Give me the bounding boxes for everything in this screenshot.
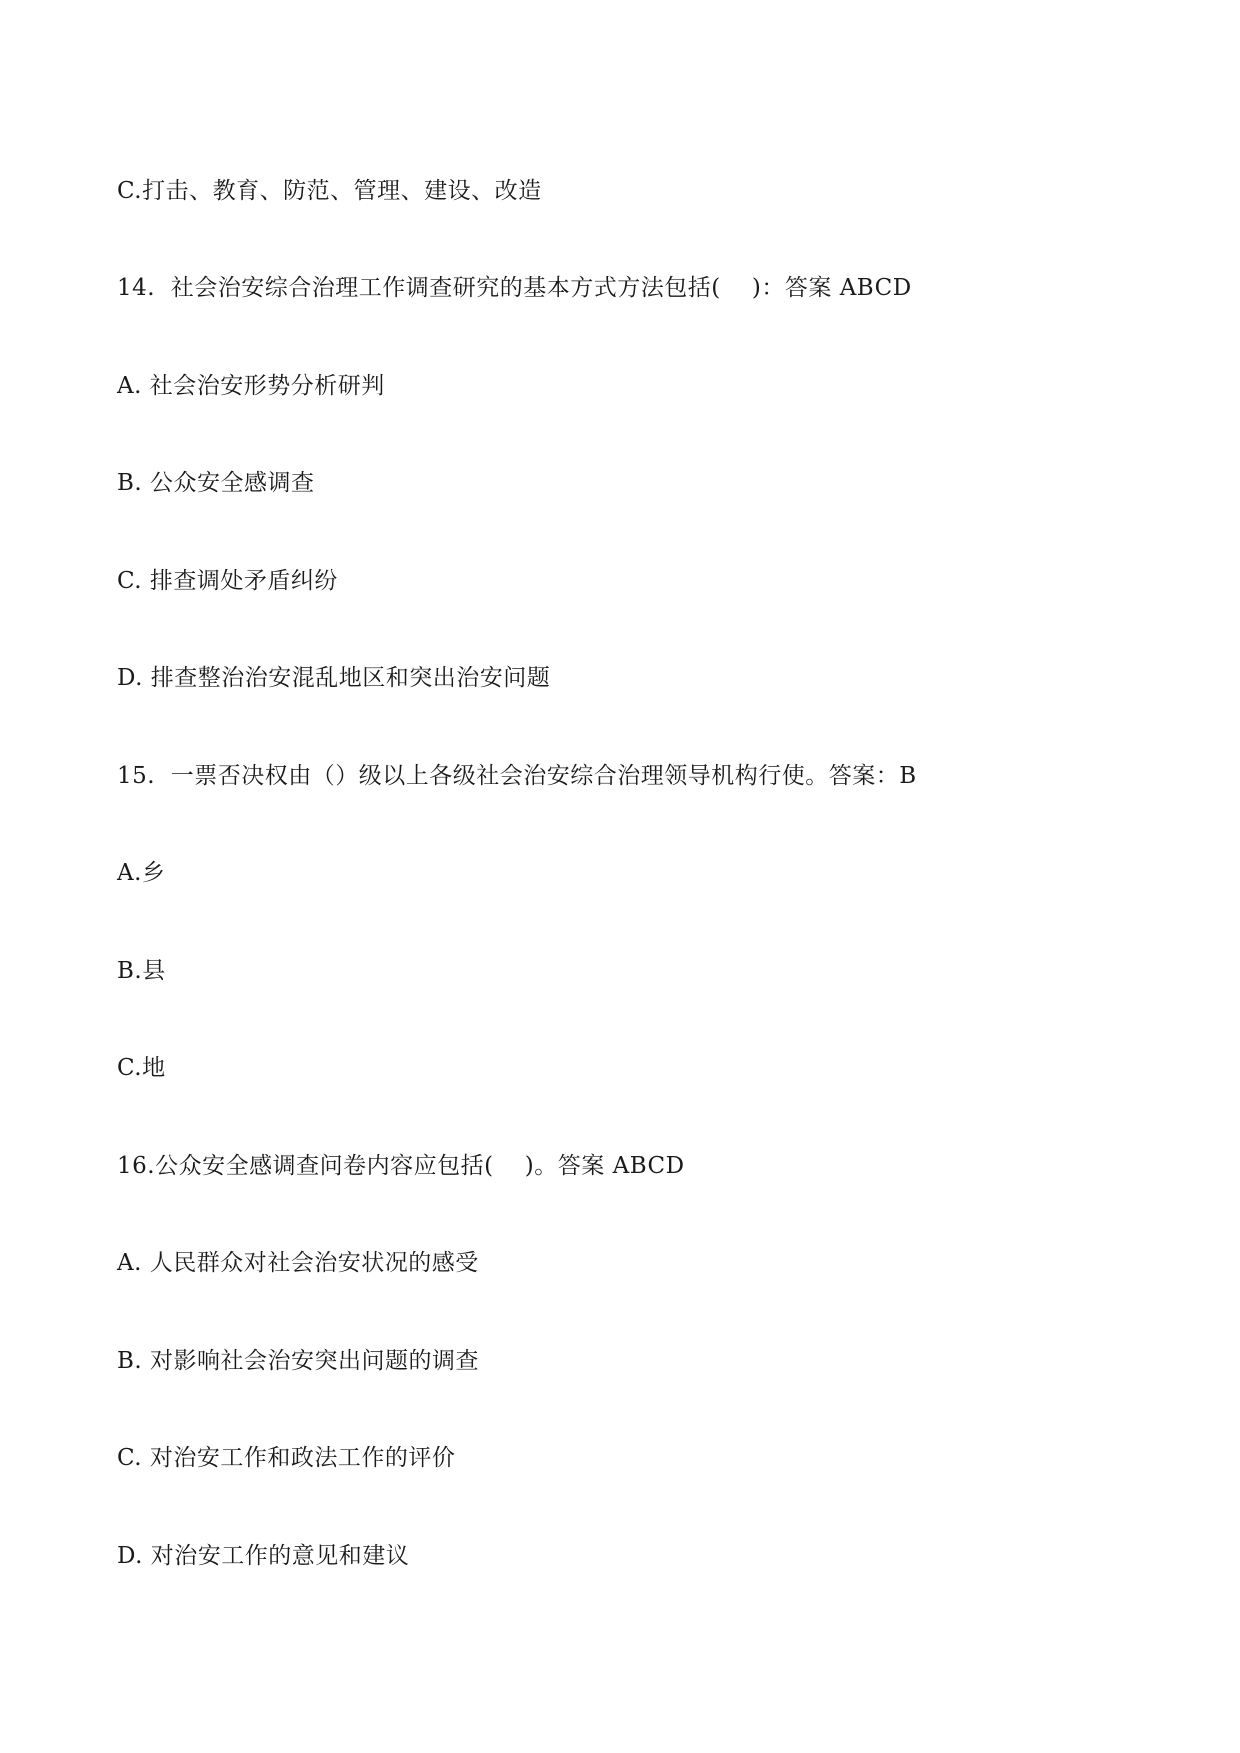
q14-option-d: D. 排查整治治安混乱地区和突出治安问题 (117, 665, 551, 691)
q14-question: 14. 社会治安综合治理工作调查研究的基本方式方法包括( )：答案 ABCD (117, 275, 912, 301)
q13-option-c: C.打击、教育、防范、管理、建设、改造 (117, 178, 542, 204)
q14-option-b: B. 公众安全感调查 (117, 470, 315, 496)
q15-option-c: C.地 (117, 1055, 166, 1081)
q15-question: 15. 一票否决权由（）级以上各级社会治安综合治理领导机构行使。答案：B (117, 763, 917, 789)
q16-option-d: D. 对治安工作的意见和建议 (117, 1543, 410, 1569)
q16-option-b: B. 对影响社会治安突出问题的调查 (117, 1348, 480, 1374)
q16-question: 16.公众安全感调查问卷内容应包括( )。答案 ABCD (117, 1153, 685, 1179)
q14-option-a: A. 社会治安形势分析研判 (117, 373, 385, 399)
q16-option-a: A. 人民群众对社会治安状况的感受 (117, 1250, 479, 1276)
q15-option-b: B.县 (117, 958, 166, 984)
q16-option-c: C. 对治安工作和政法工作的评价 (117, 1445, 456, 1471)
q15-option-a: A.乡 (117, 860, 166, 886)
q14-option-c: C. 排查调处矛盾纠纷 (117, 568, 338, 594)
